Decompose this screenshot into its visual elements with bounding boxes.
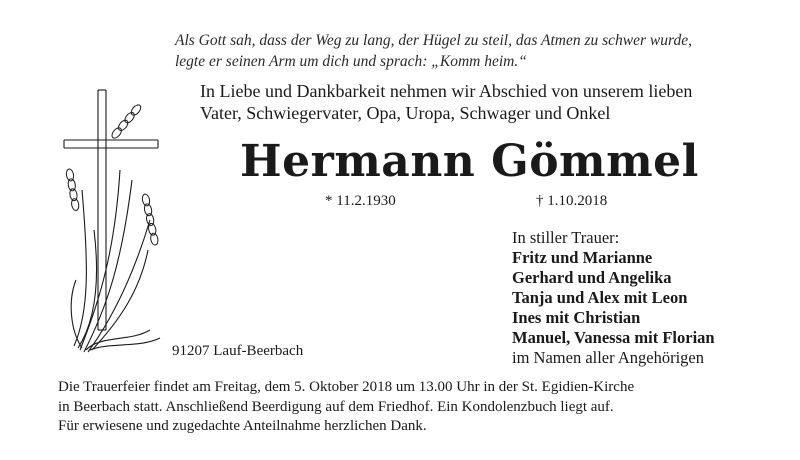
epigraph-quote <box>175 30 755 72</box>
birth-date: * 11.2.1930 <box>325 193 396 209</box>
mourner-name: Manuel, Vanessa mit Florian <box>512 328 715 347</box>
quote-line: legte er seinen Arm um dich und sprach: „Komm heim.“ <box>175 53 527 70</box>
quote-line: Als Gott sah, dass der Weg zu lang, der Hügel zu steil, das Atmen zu schwer wurde, <box>175 32 692 49</box>
death-date: † 1.10.2018 <box>536 193 608 209</box>
intro-text <box>200 80 760 124</box>
intro-line: Vater, Schwiegervater, Opa, Uropa, Schwager und Onkel <box>200 103 611 123</box>
place-of-residence: 91207 Lauf-Beerbach <box>172 343 304 359</box>
mourner-name: Ines mit Christian <box>512 308 641 327</box>
mourners-heading: In stiller Trauer: <box>512 228 620 247</box>
mourners-closing: im Namen aller Angehörigen <box>512 348 704 367</box>
funeral-info-line: in Beerbach statt. Anschließend Beerdigung auf dem Friedhof. Ein Kondolenzbuch liegt auf. <box>58 398 614 415</box>
intro-line: In Liebe und Dankbarkeit nehmen wir Abschied von unserem lieben <box>200 81 693 101</box>
funeral-info-line: Für erwiesene und zugedachte Anteilnahme herzlichen Dank. <box>58 418 427 434</box>
mourners-list <box>512 228 762 368</box>
cross-with-wheat-icon <box>60 80 170 360</box>
mourner-name: Tanja und Alex mit Leon <box>512 288 688 307</box>
funeral-info-line: Die Trauerfeier findet am Freitag, dem 5. Oktober 2018 um 13.00 Uhr in der St. Egidien-Kirche <box>58 379 635 395</box>
funeral-info <box>58 378 748 437</box>
mourner-name: Fritz und Marianne <box>512 248 653 267</box>
deceased-name: Hermann Gömmel <box>240 136 699 187</box>
mourner-name: Gerhard und Angelika <box>512 268 672 287</box>
